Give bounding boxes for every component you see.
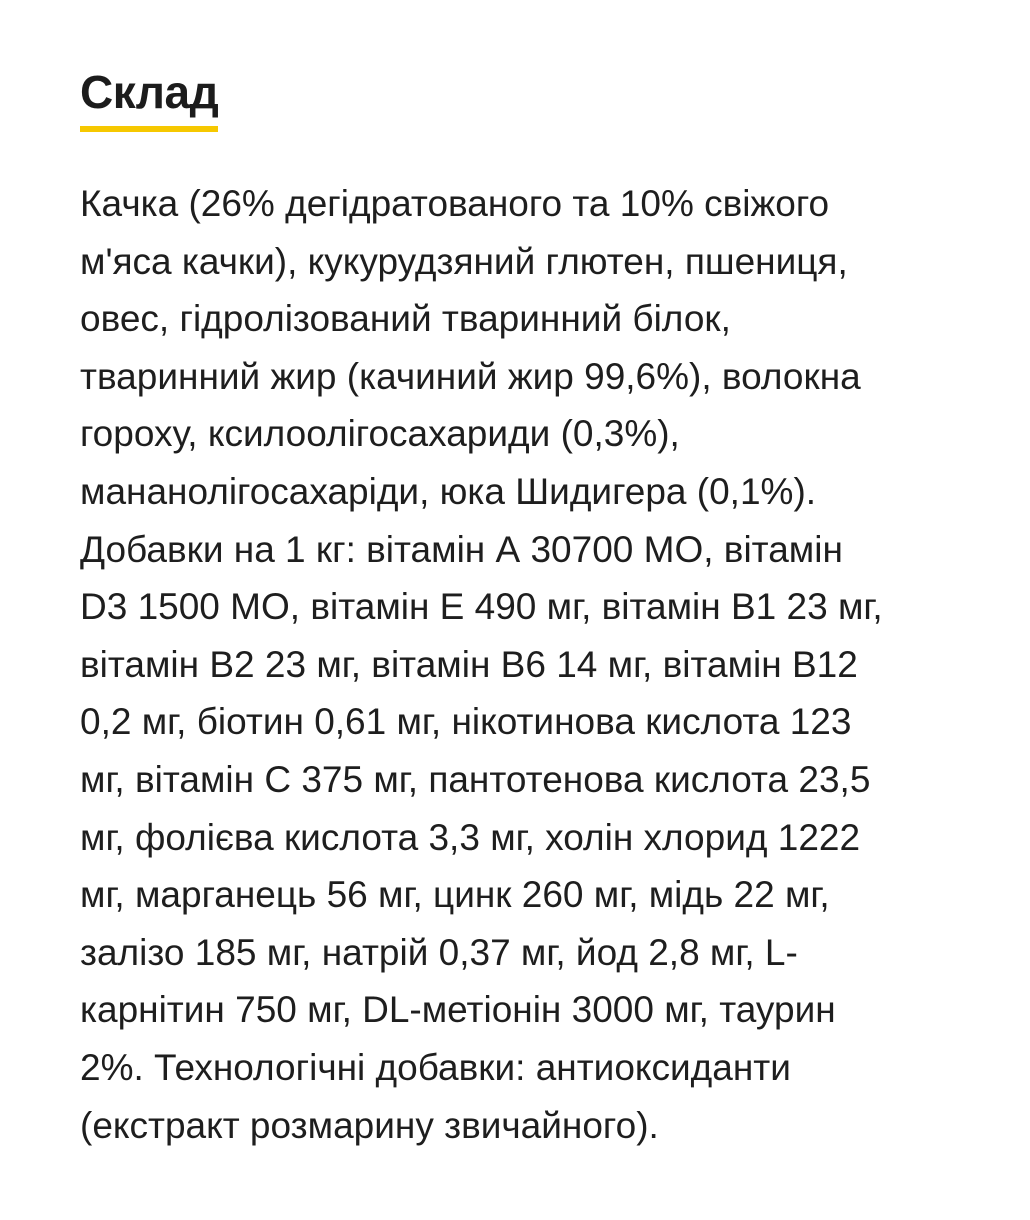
composition-line: залізо 185 мг, натрій 0,37 мг, йод 2,8 мг, L- (80, 931, 798, 973)
section-heading-wrap (80, 62, 218, 132)
composition-line: (екстракт розмарину звичайного). (80, 1104, 659, 1146)
composition-line: Качка (26% дегідратованого та 10% свіжого (80, 183, 830, 224)
composition-line: мг, фолієва кислота 3,3 мг, холін хлорид 1222 (80, 816, 861, 858)
composition-section (80, 62, 1010, 1154)
composition-line: мг, марганець 56 мг, цинк 260 мг, мідь 22 мг, (80, 874, 830, 916)
composition-line: гороху, ксилоолігосахариди (0,3%), (80, 413, 680, 455)
title-underline (80, 126, 218, 132)
composition-line: мананолігосахаріди, юка Шидигера (0,1%). (80, 470, 817, 512)
composition-line: овес, гідролізований тваринний білок, (80, 298, 731, 340)
composition-line: вітамін B2 23 мг, вітамін B6 14 мг, вітамін B12 (80, 643, 858, 685)
composition-line: м'яса качки), кукурудзяний глютен, пшениця, (80, 240, 848, 282)
composition-line: 0,2 мг, біотин 0,61 мг, нікотинова кислота 123 (80, 701, 852, 743)
composition-text (80, 175, 1010, 1154)
composition-line: D3 1500 МО, вітамін Е 490 мг, вітамін B1 23 мг, (80, 586, 883, 628)
composition-line: Добавки на 1 кг: вітамін А 30700 МО, вітамін (80, 528, 843, 570)
section-title: Склад (80, 66, 219, 118)
composition-line: карнітин 750 мг, DL-метіонін 3000 мг, таурин (80, 989, 836, 1031)
composition-line: тваринний жир (качиний жир 99,6%), волокна (80, 355, 861, 397)
composition-line: 2%. Технологічні добавки: антиоксиданти (80, 1046, 791, 1088)
composition-line: мг, вітамін С 375 мг, пантотенова кислота 23,5 (80, 758, 871, 800)
